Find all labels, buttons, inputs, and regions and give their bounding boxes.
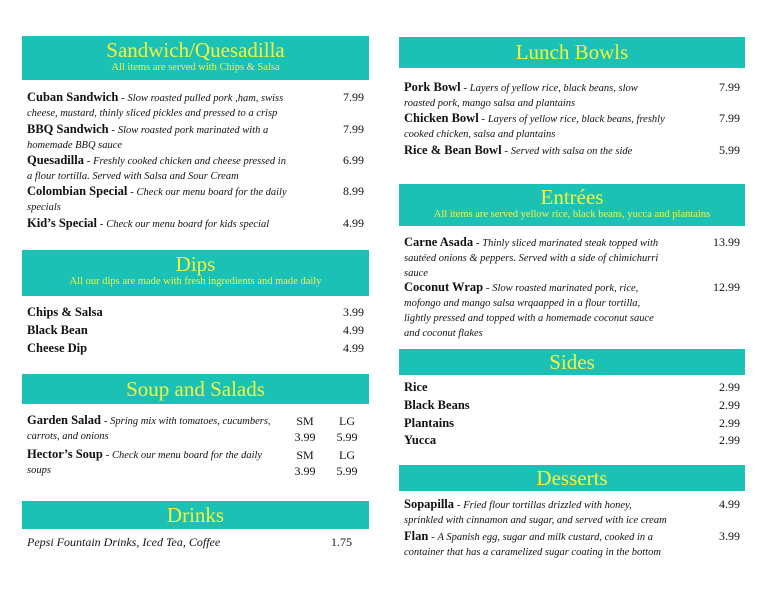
item-price: 7.99	[343, 90, 364, 104]
menu-item	[404, 416, 740, 431]
item-name: Coconut Wrap	[404, 280, 484, 294]
item-name: Sopapilla	[404, 497, 455, 511]
item-desc: Fried flour tortillas drizzled with honey, sprinkled with cinnamon and sugar, and served with ice cream	[404, 500, 667, 526]
section-title: Dips	[175, 252, 216, 276]
menu-item: BBQ Sandwich - Slow roasted pork marinated with a homemade BBQ sauce 7.99	[27, 122, 364, 151]
size-small-label: SM	[296, 414, 314, 428]
item-name: Hector’s Soup	[27, 447, 103, 461]
item-price: 13.99	[713, 235, 740, 249]
sides-banner	[399, 349, 745, 375]
item-price: 6.99	[343, 153, 364, 167]
section-title: Desserts	[536, 466, 608, 490]
item-name: Carne Asada	[404, 235, 474, 249]
item-desc: Slow roasted pulled pork ,ham, swiss cheese, mustard, thinly sliced pickles and pressed to a crisp	[27, 93, 284, 119]
price-small: 3.99	[294, 430, 316, 444]
soup-banner	[22, 374, 369, 404]
sandwich-banner	[22, 36, 369, 80]
item-price: 2.99	[719, 433, 740, 447]
menu-item: Colombian Special - Check our menu board for the daily specials 8.99	[27, 184, 364, 213]
item-name: Flan	[404, 529, 429, 543]
section-title: Soup and Salads	[126, 377, 265, 401]
item-price: 1.75	[331, 535, 352, 549]
section-subtitle: All our dips are made with fresh ingredients and made daily	[69, 276, 322, 287]
item-desc: Layers of yellow rice, black beans, freshly cooked chicken, salsa and plantains	[404, 114, 665, 140]
section-subtitle: All items are served with Chips & Salsa	[111, 62, 280, 73]
menu-item	[404, 433, 740, 448]
menu-item: Quesadilla - Freshly cooked chicken and cheese pressed in a flour tortilla. Served with Salsa and Sour Cream 6.99	[27, 153, 364, 182]
item-name: Black Bean	[27, 323, 88, 337]
item-price: 7.99	[719, 80, 740, 94]
item-name: Plantains	[404, 416, 455, 430]
section-title: Sides	[549, 350, 595, 374]
menu-item: Garden Salad - Spring mix with tomatoes, cucumbers, carrots, and onions SM 3.99 LG 5.99	[27, 413, 358, 444]
item-name: Cuban Sandwich	[27, 90, 119, 104]
item-desc: Freshly cooked chicken and cheese pressed in a flour tortilla. Served with Salsa and Sour Cream	[27, 156, 286, 182]
size-large-label: LG	[339, 448, 355, 462]
item-name: Cheese Dip	[27, 341, 88, 355]
item-desc: Slow roasted marinated pork, rice, mofongo and mango salsa wrqaapped in a flour tortilla, lightly pressed and topped with a homemade coconut sauce and coconut flakes	[404, 283, 654, 339]
item-desc: Check our menu board for the daily specials	[27, 187, 287, 213]
item-desc: Check our menu board for kids special	[106, 219, 270, 230]
item-name: BBQ Sandwich	[27, 122, 109, 136]
menu-item: Coconut Wrap - Slow roasted marinated pork, rice, mofongo and mango salsa wrqaapped in a flour tortilla, lightly pressed and topped with a homemade coconut sauce and coconut flakes 12.99	[404, 280, 740, 339]
menu-item	[27, 341, 364, 356]
menu-item: Kid’s Special - Check our menu board for kids special 4.99	[27, 216, 364, 230]
item-price: 2.99	[719, 380, 740, 394]
item-name: Chicken Bowl	[404, 111, 479, 125]
size-large-label: LG	[339, 414, 355, 428]
menu-item: Chicken Bowl - Layers of yellow rice, black beans, freshly cooked chicken, salsa and plantains 7.99	[404, 111, 740, 140]
section-title: Drinks	[166, 503, 225, 527]
item-price: 3.99	[343, 305, 364, 319]
item-desc: Slow roasted pork marinated with a homemade BBQ sauce	[27, 125, 269, 151]
drinks-banner	[22, 501, 369, 529]
item-price: 12.99	[713, 280, 740, 294]
entrees-banner	[399, 184, 745, 226]
section-title: Entrées	[540, 185, 604, 209]
item-price: 8.99	[343, 184, 364, 198]
item-price: 2.99	[719, 398, 740, 412]
item-price: 7.99	[719, 111, 740, 125]
menu-item: Rice & Bean Bowl - Served with salsa on the side 5.99	[404, 143, 740, 157]
item-price: 4.99	[719, 497, 740, 511]
item-name: Quesadilla	[27, 153, 84, 167]
item-name: Yucca	[404, 433, 437, 447]
item-name: Rice	[404, 380, 428, 394]
item-desc: Pepsi Fountain Drinks, Iced Tea, Coffee	[27, 535, 221, 549]
item-desc: Check our menu board for the daily soups	[27, 450, 263, 476]
item-name: Pork Bowl	[404, 80, 461, 94]
item-desc: Thinly sliced marinated steak topped with sautéed onions & peppers. Served with a side of chimichurri sauce	[404, 238, 659, 279]
section-title: Lunch Bowls	[515, 40, 629, 64]
price-large: 5.99	[336, 464, 358, 478]
menu-item: Sopapilla - Fried flour tortillas drizzled with honey, sprinkled with cinnamon and sugar, and served with ice cream 4.99	[404, 497, 740, 526]
item-desc: A Spanish egg, sugar and milk custard, cooked in a container that has a caramelized sugar coating in the bottom	[404, 532, 661, 558]
dips-banner	[22, 250, 369, 296]
menu-item	[404, 380, 740, 395]
item-name: Kid’s Special	[27, 216, 98, 230]
menu-item: Cuban Sandwich - Slow roasted pulled pork ,ham, swiss cheese, mustard, thinly sliced pickles and pressed to a crisp 7.99	[27, 90, 364, 119]
section-title: Sandwich/Quesadilla	[106, 38, 285, 62]
item-name: Garden Salad	[27, 413, 101, 427]
item-price: 2.99	[719, 416, 740, 430]
menu-item	[27, 323, 364, 338]
menu-item: Hector’s Soup - Check our menu board for the daily soups SM 3.99 LG 5.99	[27, 447, 358, 478]
item-price: 4.99	[343, 216, 364, 230]
menu-item	[404, 398, 740, 413]
item-price: 4.99	[343, 323, 364, 337]
menu-item: Carne Asada - Thinly sliced marinated steak topped with sautéed onions & peppers. Served with a side of chimichurri sauce 13.99	[404, 235, 740, 279]
menu-item: Flan - A Spanish egg, sugar and milk custard, cooked in a container that has a caramelized sugar coating in the bottom 3.99	[404, 529, 740, 558]
bowls-banner	[399, 37, 745, 68]
item-price: 5.99	[719, 143, 740, 157]
item-desc: Served with salsa on the side	[510, 146, 633, 157]
menu-item	[27, 535, 364, 550]
section-subtitle: All items are served yellow rice, black beans, yucca and plantains	[433, 209, 711, 220]
price-small: 3.99	[294, 464, 316, 478]
item-desc: Layers of yellow rice, black beans, slow roasted pork, mango salsa and plantains	[404, 83, 638, 109]
item-desc: Spring mix with tomatoes, cucumbers, carrots, and onions	[27, 416, 271, 442]
item-name: Colombian Special	[27, 184, 128, 198]
menu-item	[27, 305, 364, 320]
price-large: 5.99	[336, 430, 358, 444]
item-price: 3.99	[719, 529, 740, 543]
item-name: Rice & Bean Bowl	[404, 143, 502, 157]
item-name: Black Beans	[404, 398, 470, 412]
item-name: Chips & Salsa	[27, 305, 103, 319]
menu-item: Pork Bowl - Layers of yellow rice, black beans, slow roasted pork, mango salsa and plantains 7.99	[404, 80, 740, 109]
size-small-label: SM	[296, 448, 314, 462]
item-price: 4.99	[343, 341, 364, 355]
desserts-banner	[399, 465, 745, 491]
item-price: 7.99	[343, 122, 364, 136]
